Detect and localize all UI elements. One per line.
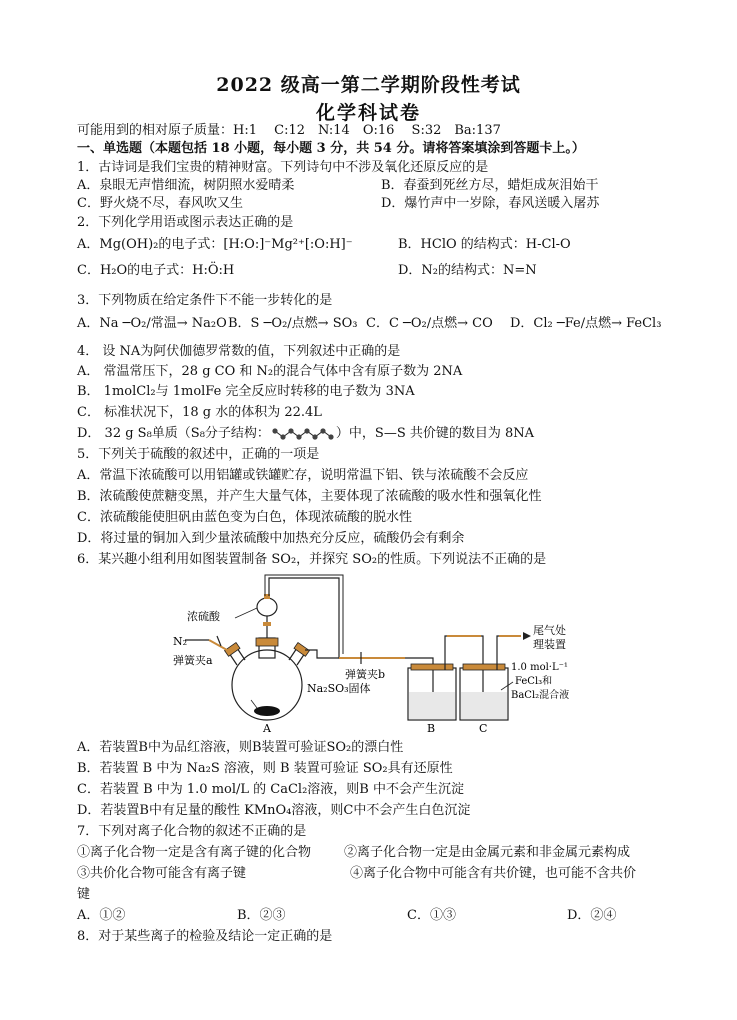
q7-statement-1: ①离子化合物一定是含有离子键的化合物 <box>77 845 312 860</box>
q7-option-a: A．①② <box>77 908 126 923</box>
q7-statement-4: ④离子化合物中可能含有共价键，也可能不含共价 <box>350 866 637 881</box>
q1-stem: 1．古诗词是我们宝贵的精神财富。下列诗句中不涉及氧化还原反应的是 <box>77 160 489 175</box>
label-clamp-b: 弹簧夹b <box>345 668 386 681</box>
exam-subtitle: 化学科试卷 <box>315 102 421 124</box>
q4-option-d-text1: D． 32 g S₈单质（S₈分子结构： <box>77 426 270 441</box>
q5-stem: 5．下列关于硫酸的叙述中，正确的一项是 <box>77 447 320 462</box>
q6-option-b: B．若装置 B 中为 Na₂S 溶液，则 B 装置可验证 SO₂具有还原性 <box>77 761 453 776</box>
q2-option-c: C．H₂O的电子式：H:Ö:H <box>77 263 235 278</box>
section-heading: 一、单选题（本题包括 18 小题，每小题 3 分，共 54 分。请将答案填涂到答题卡上。） <box>77 141 585 156</box>
q5-option-c: C．浓硫酸能使胆矾由蓝色变为白色，体现浓硫酸的脱水性 <box>77 510 412 525</box>
q2-option-b: B．HClO 的结构式：H-Cl-O <box>398 237 571 252</box>
q5-option-d: D．将过量的铜加入到少量浓硫酸中加热充分反应，硫酸仍会有剩余 <box>77 531 465 546</box>
label-tail-2: 理装置 <box>533 638 566 651</box>
label-b: B <box>427 722 436 735</box>
q3-option-a: A．Na ─O₂/常温→ Na₂O <box>77 316 227 331</box>
q7-option-c: C．①③ <box>407 908 456 923</box>
q1-option-b: B．春蚕到死丝方尽，蜡炬成灰泪始干 <box>381 178 599 193</box>
label-a: A <box>263 722 271 735</box>
q7-statement-3: ③共价化合物可能含有离子键 <box>77 866 247 881</box>
apparatus-diagram <box>165 570 605 735</box>
label-acid: 浓硫酸 <box>187 610 220 623</box>
label-clamp-a: 弹簧夹a <box>173 654 213 667</box>
exam-title: 2022 级高一第二学期阶段性考试 <box>216 74 521 96</box>
q5-option-a: A．常温下浓硫酸可以用铝罐或铁罐贮存，说明常温下铝、铁与浓硫酸不会反应 <box>77 468 529 483</box>
label-sol-2: BaCl₂混合液 <box>511 690 570 701</box>
q7-option-d: D．②④ <box>567 908 617 923</box>
q3-option-d: D．Cl₂ ─Fe/点燃→ FeCl₃ <box>510 316 662 331</box>
q7-stem: 7．下列对离子化合物的叙述不正确的是 <box>77 824 307 839</box>
q1-option-d: D．爆竹声中一岁除，春风送暖入屠苏 <box>381 196 600 211</box>
q7-statement-2: ②离子化合物一定是由金属元素和非金属元素构成 <box>344 845 631 860</box>
q4-option-d-text2: ）中，S—S 共价键的数目为 8NA <box>335 426 535 441</box>
q5-option-b: B．浓硫酸使蔗糖变黑，并产生大量气体，主要体现了浓硫酸的吸水性和强氧化性 <box>77 489 542 504</box>
q2-option-d: D．N₂的结构式：N=N <box>398 263 537 278</box>
q4-option-d <box>77 426 534 442</box>
label-n2: N₂ <box>173 635 188 648</box>
q6-stem: 6．某兴趣小组利用如图装置制备 SO₂，并探究 SO₂的性质。下列说法不正确的是 <box>77 552 547 567</box>
q3-stem: 3．下列物质在给定条件下不能一步转化的是 <box>77 293 333 308</box>
q3-option-b: B．S ─O₂/点燃→ SO₃ <box>228 316 358 331</box>
q6-option-a: A．若装置B中为品红溶液，则B装置可验证SO₂的漂白性 <box>77 740 404 755</box>
label-sol-1: FeCl₃和 <box>515 676 553 687</box>
q4-option-a: A． 常温常压下，28 g CO 和 N₂的混合气体中含有原子数为 2NA <box>77 364 463 379</box>
q4-option-c: C． 标准状况下，18 g 水的体积为 22.4L <box>77 405 322 420</box>
q2-option-a: A．Mg(OH)₂的电子式：[H:O:]⁻Mg²⁺[:O:H]⁻ <box>77 237 353 252</box>
q6-option-c: C．若装置 B 中为 1.0 mol/L 的 CaCl₂溶液，则B 中不会产生沉淀 <box>77 782 464 797</box>
label-conc: 1.0 mol·L⁻¹ <box>511 662 568 673</box>
q7-option-b: B．②③ <box>237 908 286 923</box>
label-c: C <box>479 722 488 735</box>
q1-option-c: C．野火烧不尽，春风吹又生 <box>77 196 243 211</box>
label-solid: Na₂SO₃固体 <box>307 682 371 695</box>
s8-structure-icon <box>272 428 334 440</box>
q3-option-c: C．C ─O₂/点燃→ CO <box>366 316 493 331</box>
q6-option-d: D．若装置B中有足量的酸性 KMnO₄溶液，则C中不会产生白色沉淀 <box>77 803 471 818</box>
q7-statement-4-cont: 键 <box>77 887 91 902</box>
q8-stem: 8．对于某些离子的检验及结论一定正确的是 <box>77 929 333 944</box>
q1-option-a: A．泉眼无声惜细流，树阴照水爱晴柔 <box>77 178 295 193</box>
q4-option-b: B． 1molCl₂与 1molFe 完全反应时转移的电子数为 3NA <box>77 384 415 399</box>
label-tail-1: 尾气处 <box>533 624 566 637</box>
atomic-masses: 可能用到的相对原子质量：H:1 C:12 N:14 O:16 S:32 Ba:137 <box>77 123 501 138</box>
q2-stem: 2．下列化学用语或图示表达正确的是 <box>77 215 294 230</box>
q4-stem: 4． 设 NA为阿伏伽德罗常数的值，下列叙述中正确的是 <box>77 344 401 359</box>
